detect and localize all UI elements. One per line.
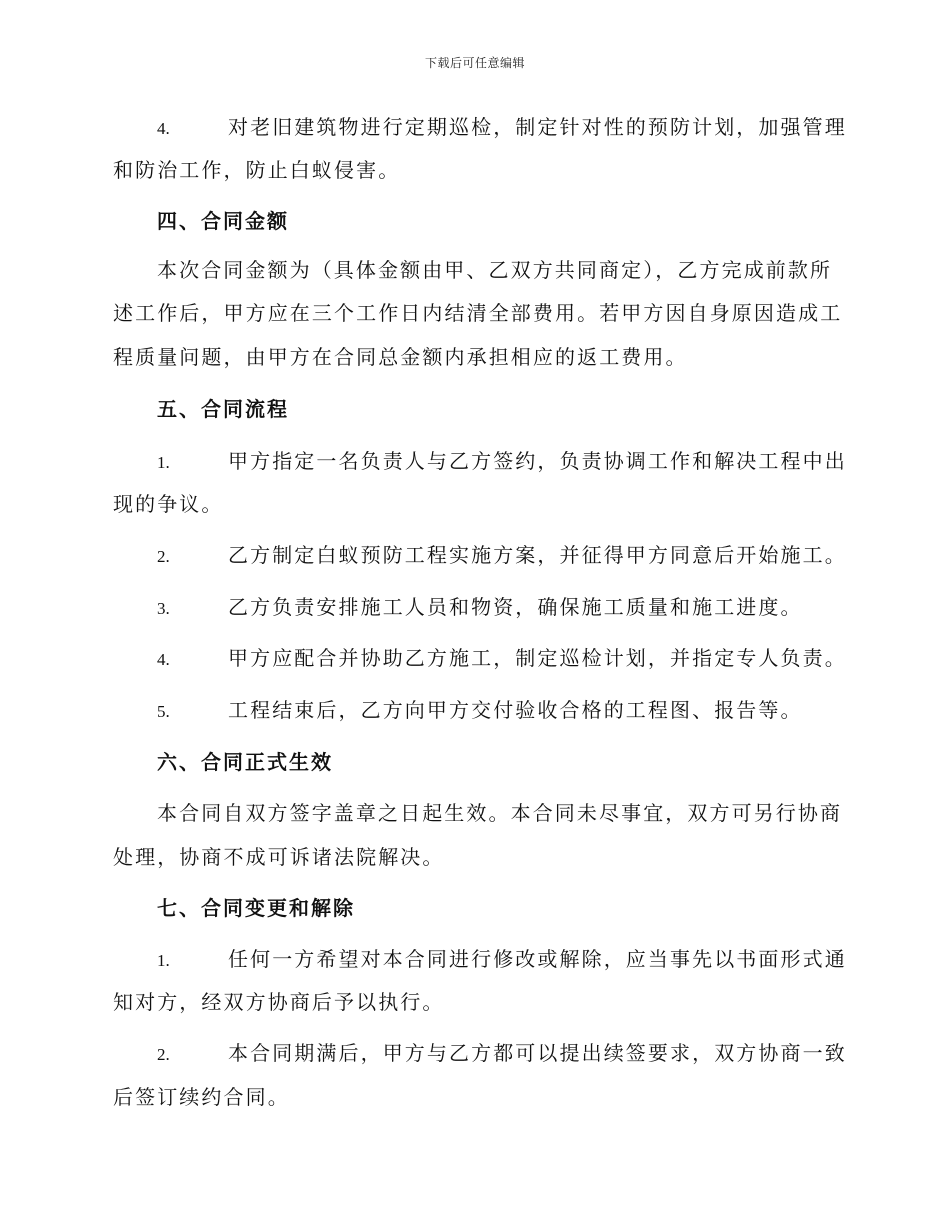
list-item-text-continued: 知对方，经双方协商后予以执行。: [113, 990, 445, 1014]
list-item-text-continued: 和防治工作，防止白蚁侵害。: [113, 158, 401, 182]
list-item-number: 2.: [157, 547, 170, 566]
list-item-number: 4.: [157, 119, 170, 138]
list-item-text-continued: 现的争议。: [113, 492, 224, 516]
list-item-number: 2.: [157, 1045, 170, 1064]
section-heading-modification: 七、合同变更和解除: [157, 896, 355, 920]
list-item-number: 1.: [157, 453, 170, 472]
paragraph-line: 本合同自双方签字盖章之日起生效。本合同未尽事宜，双方可另行协商: [157, 801, 843, 825]
page-header-note: 下载后可任意编辑: [424, 56, 525, 70]
list-item-text: 甲方指定一名负责人与乙方签约，负责协调工作和解决工程中出: [228, 449, 847, 473]
list-item-number: 3.: [157, 599, 170, 618]
list-item-text: 乙方制定白蚁预防工程实施方案，并征得甲方同意后开始施工。: [228, 543, 847, 567]
paragraph-line: 本次合同金额为（具体金额由甲、乙双方共同商定），乙方完成前款所: [157, 258, 833, 282]
list-item-number: 1.: [157, 951, 170, 970]
section-heading-amount: 四、合同金额: [157, 209, 289, 233]
section-heading-effective: 六、合同正式生效: [157, 750, 333, 774]
list-item-text-continued: 后签订续约合同。: [113, 1085, 290, 1109]
list-item-text: 乙方负责安排施工人员和物资，确保施工质量和施工进度。: [228, 595, 803, 619]
list-item-text: 对老旧建筑物进行定期巡检，制定针对性的预防计划，加强管理: [228, 115, 847, 139]
list-item-text: 本合同期满后，甲方与乙方都可以提出续签要求，双方协商一致: [228, 1041, 847, 1065]
list-item-number: 5.: [157, 702, 170, 721]
paragraph-line: 述工作后，甲方应在三个工作日内结清全部费用。若甲方因自身原因造成工: [113, 301, 843, 325]
list-item-text: 工程结束后，乙方向甲方交付验收合格的工程图、报告等。: [228, 698, 803, 722]
list-item-text: 任何一方希望对本合同进行修改或解除，应当事先以书面形式通: [228, 947, 847, 971]
list-item-number: 4.: [157, 650, 170, 669]
paragraph-line: 程质量问题，由甲方在合同总金额内承担相应的返工费用。: [113, 345, 688, 369]
paragraph-line: 处理，协商不成可诉诸法院解决。: [113, 845, 445, 869]
section-heading-process: 五、合同流程: [157, 397, 289, 421]
list-item-text: 甲方应配合并协助乙方施工，制定巡检计划，并指定专人负责。: [228, 646, 847, 670]
